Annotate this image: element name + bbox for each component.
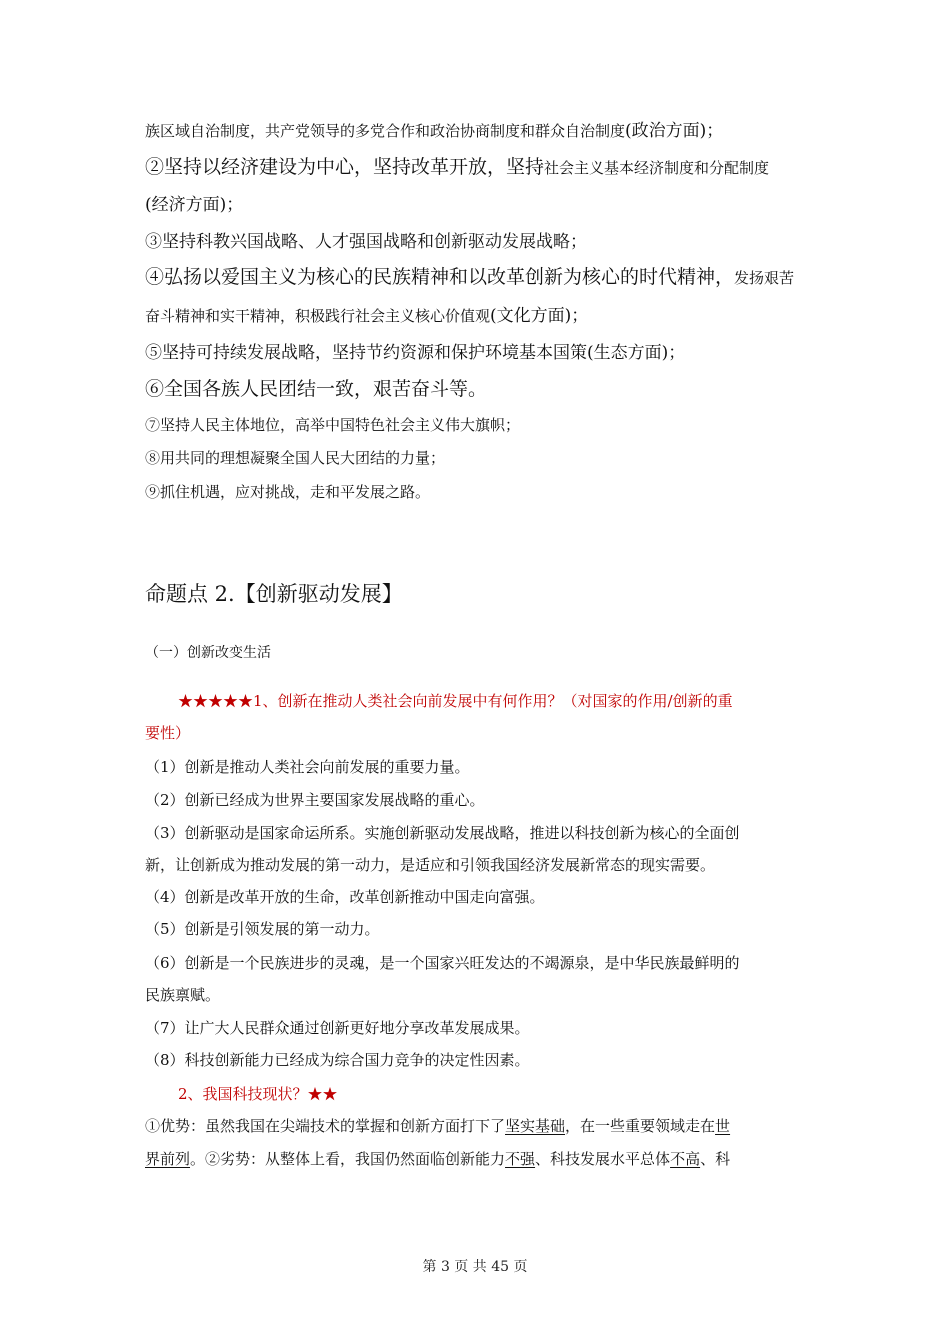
answer-line: （3）创新驱动是国家命运所系。实施创新驱动发展战略，推进以科技创新为核心的全面创 [145,824,740,842]
text-line-7: ⑤坚持可持续发展战略，坚持节约资源和保护环境基本国策(生态方面)； [145,343,686,363]
answer-line: （2）创新已经成为世界主要国家发展战略的重心。 [145,791,485,809]
text-line-5: ④弘扬以爱国主义为核心的民族精神和以改革创新为核心的时代精神，发扬艰苦 [145,266,795,288]
text-line-6: 奋斗精神和实干精神，积极践行社会主义核心价值观(文化方面)； [145,306,589,326]
text-line-2: ②坚持以经济建设为中心，坚持改革开放，坚持社会主义基本经济制度和分配制度 [145,156,770,178]
text-line-3: (经济方面)； [145,195,244,215]
text-line-8: ⑥全国各族人民团结一致，艰苦奋斗等。 [145,378,488,400]
text-line-9: ⑦坚持人民主体地位，高举中国特色社会主义伟大旗帜； [145,416,521,434]
status-line-2: 界前列。②劣势：从整体上看，我国仍然面临创新能力不强、科技发展水平总体不高、科 [145,1150,731,1168]
text-line-4: ③坚持科教兴国战略、人才强国战略和创新驱动发展战略； [145,232,587,252]
question-1-line-2: 要性） [145,724,191,742]
text-line-11: ⑨抓住机遇，应对挑战，走和平发展之路。 [145,483,431,501]
question-2: 2、我国科技现状？★★ [178,1085,338,1103]
text-line-10: ⑧用共同的理想凝聚全国人民大团结的力量； [145,449,446,467]
text-line-1: 族区域自治制度，共产党领导的多党合作和政治协商制度和群众自治制度(政治方面)； [145,121,724,141]
answer-line: （6）创新是一个民族进步的灵魂，是一个国家兴旺发达的不竭源泉，是中华民族最鲜明的 [145,954,740,972]
answer-line: （1）创新是推动人类社会向前发展的重要力量。 [145,758,470,776]
question-1-line-1: ★★★★★1、创新在推动人类社会向前发展中有何作用？（对国家的作用/创新的重 [178,692,733,710]
section-heading: 命题点 2.【创新驱动发展】 [145,582,403,606]
page-footer: 第 3 页 共 45 页 [422,1259,528,1275]
answer-line: （7）让广大人民群众通过创新更好地分享改革发展成果。 [145,1019,530,1037]
answer-line: （5）创新是引领发展的第一动力。 [145,920,380,938]
answer-line: （4）创新是改革开放的生命，改革创新推动中国走向富强。 [145,888,545,906]
status-line-1: ①优势：虽然我国在尖端技术的掌握和创新方面打下了坚实基础，在一些重要领域走在世 [145,1117,731,1135]
answer-line: （8）科技创新能力已经成为综合国力竞争的决定性因素。 [145,1051,530,1069]
answer-line: 新，让创新成为推动发展的第一动力，是适应和引领我国经济发展新常态的现实需要。 [145,856,716,874]
subsection-heading: （一）创新改变生活 [145,645,271,661]
answer-line: 民族禀赋。 [145,986,221,1004]
